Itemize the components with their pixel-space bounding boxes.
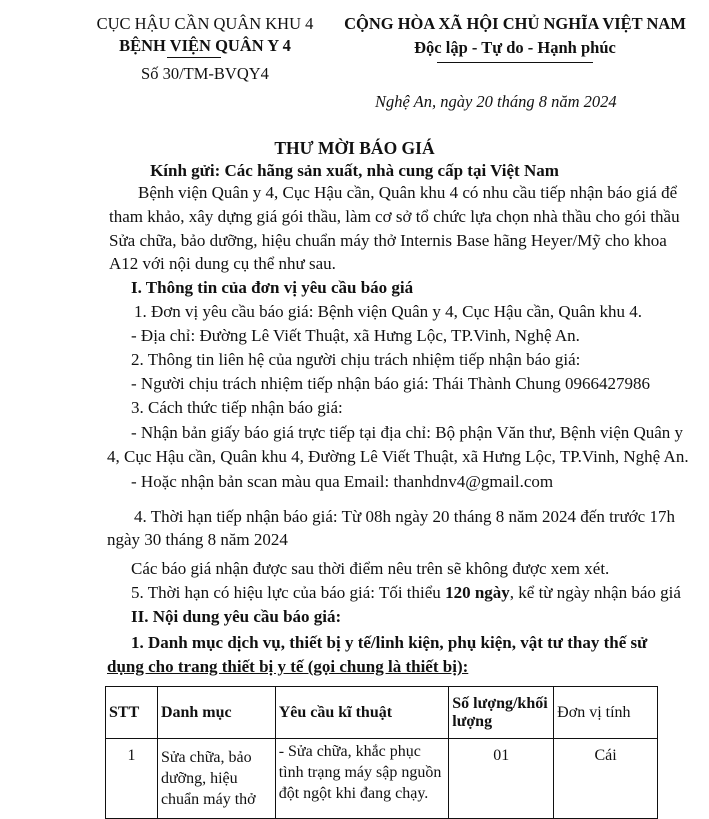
section1-line: - Địa chỉ: Đường Lê Viết Thuật, xã Hưng Lộc, TP.Vinh, Nghệ An. <box>131 326 580 345</box>
section2-heading: II. Nội dung yêu cầu báo giá: <box>131 607 342 626</box>
section1-line: - Người chịu trách nhiệm tiếp nhận báo giá: Thái Thành Chung 0966427986 <box>131 374 650 393</box>
section2-sub-line: dụng cho trang thiết bị y tế (gọi chung là thiết bị): <box>107 657 469 676</box>
section1-line: Các báo giá nhận được sau thời điểm nêu trên sẽ không được xem xét. <box>131 559 610 578</box>
cell-stt: 1 <box>106 739 158 819</box>
table-header-row <box>106 687 658 739</box>
section1-line: 3. Cách thức tiếp nhận báo giá: <box>131 398 343 417</box>
section1-line: - Hoặc nhận bản scan màu qua Email: thanhdnv4@gmail.com <box>131 472 554 491</box>
section1-line: 1. Đơn vị yêu cầu báo giá: Bệnh viện Quân y 4, Cục Hậu cần, Quân khu 4. <box>134 302 643 321</box>
intro-line: Bệnh viện Quân y 4, Cục Hậu cần, Quân khu 4 có nhu cầu tiếp nhận báo giá để <box>138 183 678 202</box>
cell-qty: 01 <box>449 739 554 819</box>
nation-title: CỘNG HÒA XÃ HỘI CHỦ NGHĨA VIỆT NAM <box>344 14 686 33</box>
cell-item: Sửa chữa, bảo dưỡng, hiệu chuẩn máy thở <box>157 739 275 819</box>
section1-line: - Nhận bản giấy báo giá trực tiếp tại địa chỉ: Bộ phận Văn thư, Bệnh viện Quân y <box>131 423 684 442</box>
header-item: Danh mục <box>157 687 275 739</box>
document-title: THƯ MỜI BÁO GIÁ <box>274 138 435 158</box>
section1-line: ngày 30 tháng 8 năm 2024 <box>107 530 288 549</box>
doc-number: Số 30/TM-BVQY4 <box>141 64 269 83</box>
section2-sub-line: 1. Danh mục dịch vụ, thiết bị y tế/linh kiện, phụ kiện, vật tư thay thế sử <box>131 633 648 652</box>
section1-line: 4. Thời hạn tiếp nhận báo giá: Từ 08h ngày 20 tháng 8 năm 2024 đến trước 17h <box>134 507 675 526</box>
validity-suffix: , kể từ ngày nhận báo giá <box>509 583 681 602</box>
section1-line: 4, Cục Hậu cần, Quân khu 4, Đường Lê Viết Thuật, xã Hưng Lộc, TP.Vinh, Nghệ An. <box>107 447 689 466</box>
intro-line: A12 với nội dung cụ thể như sau. <box>109 254 336 273</box>
org-parent: CỤC HẬU CẦN QUÂN KHU 4 <box>96 14 314 33</box>
cell-spec: - Sửa chữa, khắc phục tình trạng máy sập nguồn đột ngột khi đang chạy. <box>275 739 449 819</box>
place-date: Nghệ An, ngày 20 tháng 8 năm 2024 <box>375 92 617 111</box>
org-underline <box>167 57 221 58</box>
header-stt: STT <box>106 687 158 739</box>
cell-unit: Cái <box>554 739 658 819</box>
motto: Độc lập - Tự do - Hạnh phúc <box>414 38 616 57</box>
header-qty: Số lượng/khối lượng <box>449 687 554 739</box>
motto-underline <box>437 62 593 63</box>
items-table <box>105 686 658 819</box>
section1-heading: I. Thông tin của đơn vị yêu cầu báo giá <box>131 278 414 297</box>
intro-line: tham khảo, xây dựng giá gói thầu, làm cơ sở tổ chức lựa chọn nhà thầu cho gói thầu <box>109 207 680 226</box>
validity-days: 120 ngày <box>445 583 510 602</box>
validity-line <box>131 583 681 603</box>
org-name: BỆNH VIỆN QUÂN Y 4 <box>119 36 291 55</box>
validity-prefix: 5. Thời hạn có hiệu lực của báo giá: Tối thiểu <box>131 583 446 602</box>
table-row <box>106 739 658 819</box>
greeting: Kính gửi: Các hãng sản xuất, nhà cung cấp tại Việt Nam <box>150 161 559 180</box>
section1-line: 2. Thông tin liên hệ của người chịu trách nhiệm tiếp nhận báo giá: <box>131 350 581 369</box>
header-unit: Đơn vị tính <box>554 687 658 739</box>
intro-line: Sửa chữa, bảo dưỡng, hiệu chuẩn máy thở Internis Base hãng Heyer/Mỹ cho khoa <box>109 231 667 250</box>
header-spec: Yêu cầu kĩ thuật <box>275 687 449 739</box>
